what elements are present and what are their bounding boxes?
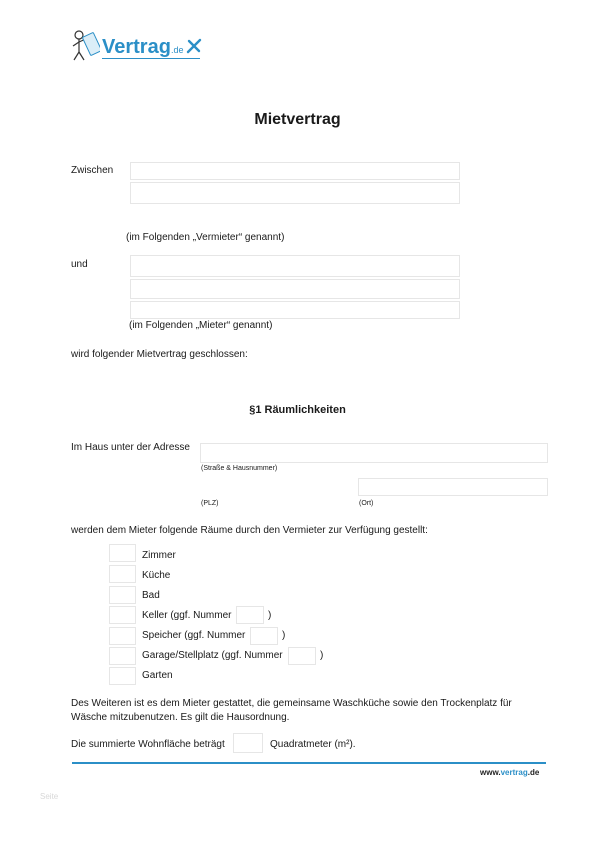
area-field[interactable]: [233, 733, 263, 753]
document-title: Mietvertrag: [254, 111, 341, 128]
area-unit: Quadratmeter (m²).: [270, 739, 356, 750]
garage-checkbox[interactable]: [109, 647, 136, 665]
watermark: Seite: [40, 792, 59, 801]
garage-label: Garage/Stellplatz (ggf. Nummer: [142, 650, 283, 661]
pen-icon: [186, 38, 202, 54]
kueche-checkbox[interactable]: [109, 565, 136, 583]
footer-url[interactable]: www.vertrag.de: [480, 768, 540, 777]
laundry-line-1: Des Weiteren ist es dem Mieter gestattet, die gemeinsame Waschküche sowie den Trockenplatz für: [71, 698, 512, 709]
bad-label: Bad: [142, 590, 160, 601]
ort-caption: (Ort): [359, 500, 374, 507]
and-label: und: [71, 259, 88, 270]
keller-label: Keller (ggf. Nummer: [142, 610, 232, 621]
speicher-checkbox[interactable]: [109, 627, 136, 645]
logo-underline: [102, 58, 200, 59]
logo: [70, 28, 210, 64]
area-label: Die summierte Wohnfläche beträgt: [71, 739, 225, 750]
keller-checkbox[interactable]: [109, 606, 136, 624]
keller-number-field[interactable]: [236, 606, 264, 624]
speicher-label: Speicher (ggf. Nummer: [142, 630, 246, 641]
logo-brand: Vertrag.de: [102, 36, 184, 58]
stick-figure-icon: [70, 28, 100, 62]
contract-concluded-text: wird folgender Mietvertrag geschlossen:: [71, 349, 248, 360]
between-label: Zwischen: [71, 165, 114, 176]
laundry-line-2: Wäsche mitzubenutzen. Es gilt die Hausordnung.: [71, 712, 290, 723]
footer-rule: [72, 762, 546, 764]
garage-close: ): [320, 650, 324, 661]
garten-checkbox[interactable]: [109, 667, 136, 685]
landlord-note: (im Folgenden „Vermieter“ genannt): [126, 232, 285, 243]
zimmer-label: Zimmer: [142, 550, 176, 561]
speicher-number-field[interactable]: [250, 627, 278, 645]
rooms-intro: werden dem Mieter folgende Räume durch den Vermieter zur Verfügung gestellt:: [71, 525, 428, 536]
garage-number-field[interactable]: [288, 647, 316, 665]
plz-field[interactable]: [200, 478, 350, 496]
landlord-address-field[interactable]: [130, 182, 460, 204]
street-caption: (Straße & Hausnummer): [201, 465, 278, 472]
tenant-name-field[interactable]: [130, 255, 460, 277]
ort-field[interactable]: [358, 478, 548, 496]
zimmer-checkbox[interactable]: [109, 544, 136, 562]
landlord-name-field[interactable]: [130, 162, 460, 180]
plz-caption: (PLZ): [201, 500, 219, 507]
kueche-label: Küche: [142, 570, 171, 581]
street-field[interactable]: [200, 443, 548, 463]
address-label: Im Haus unter der Adresse: [71, 442, 190, 453]
tenant-city-field[interactable]: [130, 301, 460, 319]
speicher-close: ): [282, 630, 286, 641]
tenant-note: (im Folgenden „Mieter“ genannt): [129, 320, 273, 331]
garten-label: Garten: [142, 670, 173, 681]
section-1-heading: §1 Räumlichkeiten: [249, 404, 346, 416]
bad-checkbox[interactable]: [109, 586, 136, 604]
tenant-address-field[interactable]: [130, 279, 460, 299]
keller-close: ): [268, 610, 272, 621]
